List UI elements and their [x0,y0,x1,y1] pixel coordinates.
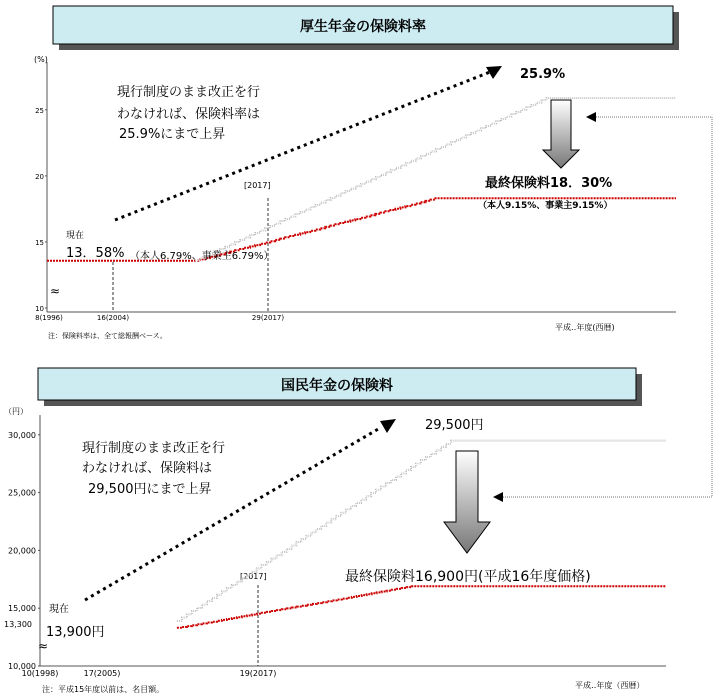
y-tick-label: 15 [35,238,44,247]
chart-2-current-value: 13,900円 [46,625,105,640]
chart-1-title: 厚生年金の保険料率 [300,19,426,35]
y-tick-label: 25 [35,106,44,115]
chart-1-x-tick-1: 16(2004) [96,314,130,322]
chart-1-x-tick-2: 29(2017) [251,314,285,322]
series-line-1-core [177,441,666,621]
chart-1-current-prefix: 現在 [66,231,85,241]
chart-1-y-ticks [35,107,47,313]
chart-1-axis-break: ≈ [50,284,61,298]
chart-1-down-arrow-icon [543,100,579,168]
chart-1-current-value: 13．58% [66,246,125,261]
chart-2-title: 国民年金の保険料 [281,378,393,394]
connector-line [500,117,712,497]
chart-2-current-prefix: 現在 [49,604,69,615]
chart-2-axis-break: ≈ [38,639,49,653]
chart-2 [4,368,666,694]
chart-2-trend-arrow-head [380,419,396,433]
chart-1-y-unit: (%) [34,55,48,64]
chart-2-trend-note-2: わなければ、保険料は [82,461,213,476]
y-tick-label: 20 [35,172,44,181]
chart-2-year-marker: [2017] [240,572,267,581]
chart-1-trend-note-2: わなければ、保険料率は [117,107,261,122]
chart-2-final-label: 最終保険料16,900円(平成16年度価格) [345,569,591,585]
y-tick-label: 25,000 [8,488,36,498]
chart-1-final-label: 最終保険料18．30% [485,176,613,191]
chart-2-peak-value: 29,500円 [425,418,484,433]
chart-2-x-tick-2: 19(2017) [239,669,277,678]
chart-1-peak-value: 25.9% [520,67,566,82]
chart-1-x-tick-0: 8(1996) [35,314,63,322]
chart-1-trend-note-3: 25.9%にまで上昇 [119,127,226,142]
chart-2-x-axis-label: 平成‥年度（西暦） [575,681,645,690]
chart-1-current-detail: （本人6.79%、事業主6.79%） [130,251,274,262]
chart-2-x-tick-0: 10(1998) [21,669,59,678]
chart-2-series [177,441,666,628]
chart-1-trend-note-1: 現行制度のまま改正を行 [117,85,261,100]
chart-2-y-unit: （円） [4,407,28,416]
y-tick-label: 30,000 [8,430,36,440]
chart-1-x-axis-label: 平成‥年度(西暦) [555,323,615,332]
chart-2-x-tick-1: 17(2005) [83,669,121,678]
chart-2-y-ticks [8,431,40,671]
chart-2-down-arrow-icon [444,451,490,553]
connector-arrow-bottom [493,492,503,502]
y-tick-label: 15,000 [8,604,36,614]
connector-arrow-top [586,112,596,122]
chart-2-trend-note-3: 29,500円にまで上昇 [88,482,212,497]
chart-1 [34,6,679,340]
series-line-0 [177,586,666,628]
y-tick-label: 10 [35,305,44,313]
y-tick-label: 10,000 [8,662,36,671]
series-line-1 [177,441,666,621]
chart-1-note: 注：保険料率は、全て総報酬ベース。 [48,332,167,340]
chart-2-trend-note-1: 現行制度のまま改正を行 [82,441,226,456]
chart-2-note: 注：平成15年度以前は、名目額。 [42,685,165,694]
chart-2-extra-y-label: 13,300 [4,620,32,629]
y-tick-label: 20,000 [8,546,36,556]
chart-1-year-marker: [2017] [244,181,271,190]
chart-1-final-detail: （本人9.15%、事業主9.15%） [478,201,613,211]
